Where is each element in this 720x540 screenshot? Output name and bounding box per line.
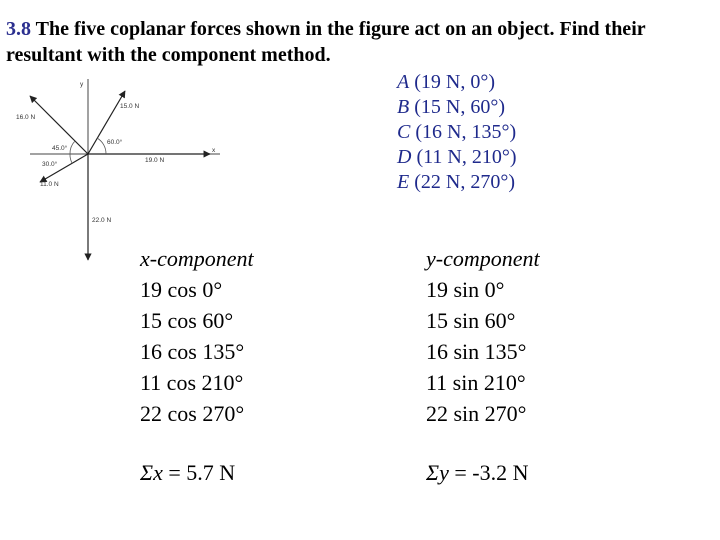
label-angle-60: 60.0° bbox=[107, 139, 123, 146]
force-list-item: D (11 N, 210°) bbox=[397, 146, 517, 168]
force-list-item: B (15 N, 60°) bbox=[397, 96, 505, 118]
problem-statement bbox=[6, 16, 718, 68]
x-component-row: 11 cos 210° bbox=[140, 370, 244, 395]
x-component-row: 22 cos 270° bbox=[140, 401, 245, 426]
x-axis-label: x bbox=[212, 147, 216, 154]
y-component-row: 11 sin 210° bbox=[426, 370, 526, 395]
y-component-row: 16 sin 135° bbox=[426, 339, 527, 364]
x-component-row: 19 cos 0° bbox=[140, 277, 223, 302]
y-sum-value: = -3.2 N bbox=[454, 460, 529, 485]
y-component-column bbox=[426, 243, 540, 429]
angle-arc-45 bbox=[70, 141, 75, 154]
label-force-a: 19.0 N bbox=[145, 157, 165, 164]
angle-arc-60 bbox=[97, 138, 106, 154]
angle-arc-30 bbox=[70, 154, 72, 163]
label-force-e: 22.0 N bbox=[92, 217, 112, 224]
x-component-row: 16 cos 135° bbox=[140, 339, 245, 364]
y-component-row: 22 sin 270° bbox=[426, 401, 527, 426]
problem-text: The five coplanar forces shown in the figure act on an object. Find their resultant with the component method. bbox=[6, 18, 646, 66]
y-component-header: y-component bbox=[426, 246, 540, 271]
label-force-b: 15.0 N bbox=[120, 103, 140, 110]
x-component-column bbox=[140, 243, 254, 429]
x-sum-value: = 5.7 N bbox=[168, 460, 236, 485]
force-list-item: C (16 N, 135°) bbox=[397, 121, 517, 143]
label-force-c: 16.0 N bbox=[16, 114, 36, 121]
x-sum-symbol: Σx bbox=[140, 460, 163, 485]
y-sum-symbol: Σy bbox=[426, 460, 449, 485]
y-component-row: 19 sin 0° bbox=[426, 277, 505, 302]
label-force-d: 11.0 N bbox=[40, 181, 59, 188]
label-angle-30: 30.0° bbox=[42, 161, 58, 168]
problem-number: 3.8 bbox=[6, 18, 31, 40]
x-component-row: 15 cos 60° bbox=[140, 308, 234, 333]
x-sum bbox=[140, 459, 235, 487]
y-component-row: 15 sin 60° bbox=[426, 308, 516, 333]
force-d-arrow bbox=[40, 154, 88, 182]
x-component-header: x-component bbox=[140, 246, 254, 271]
force-diagram bbox=[10, 74, 225, 264]
label-angle-45: 45.0° bbox=[52, 145, 68, 152]
force-list bbox=[397, 70, 516, 195]
force-list-item: A (19 N, 0°) bbox=[397, 71, 495, 93]
force-list-item: E (22 N, 270°) bbox=[397, 171, 515, 193]
y-sum bbox=[426, 459, 528, 487]
y-axis-label: y bbox=[80, 81, 84, 88]
